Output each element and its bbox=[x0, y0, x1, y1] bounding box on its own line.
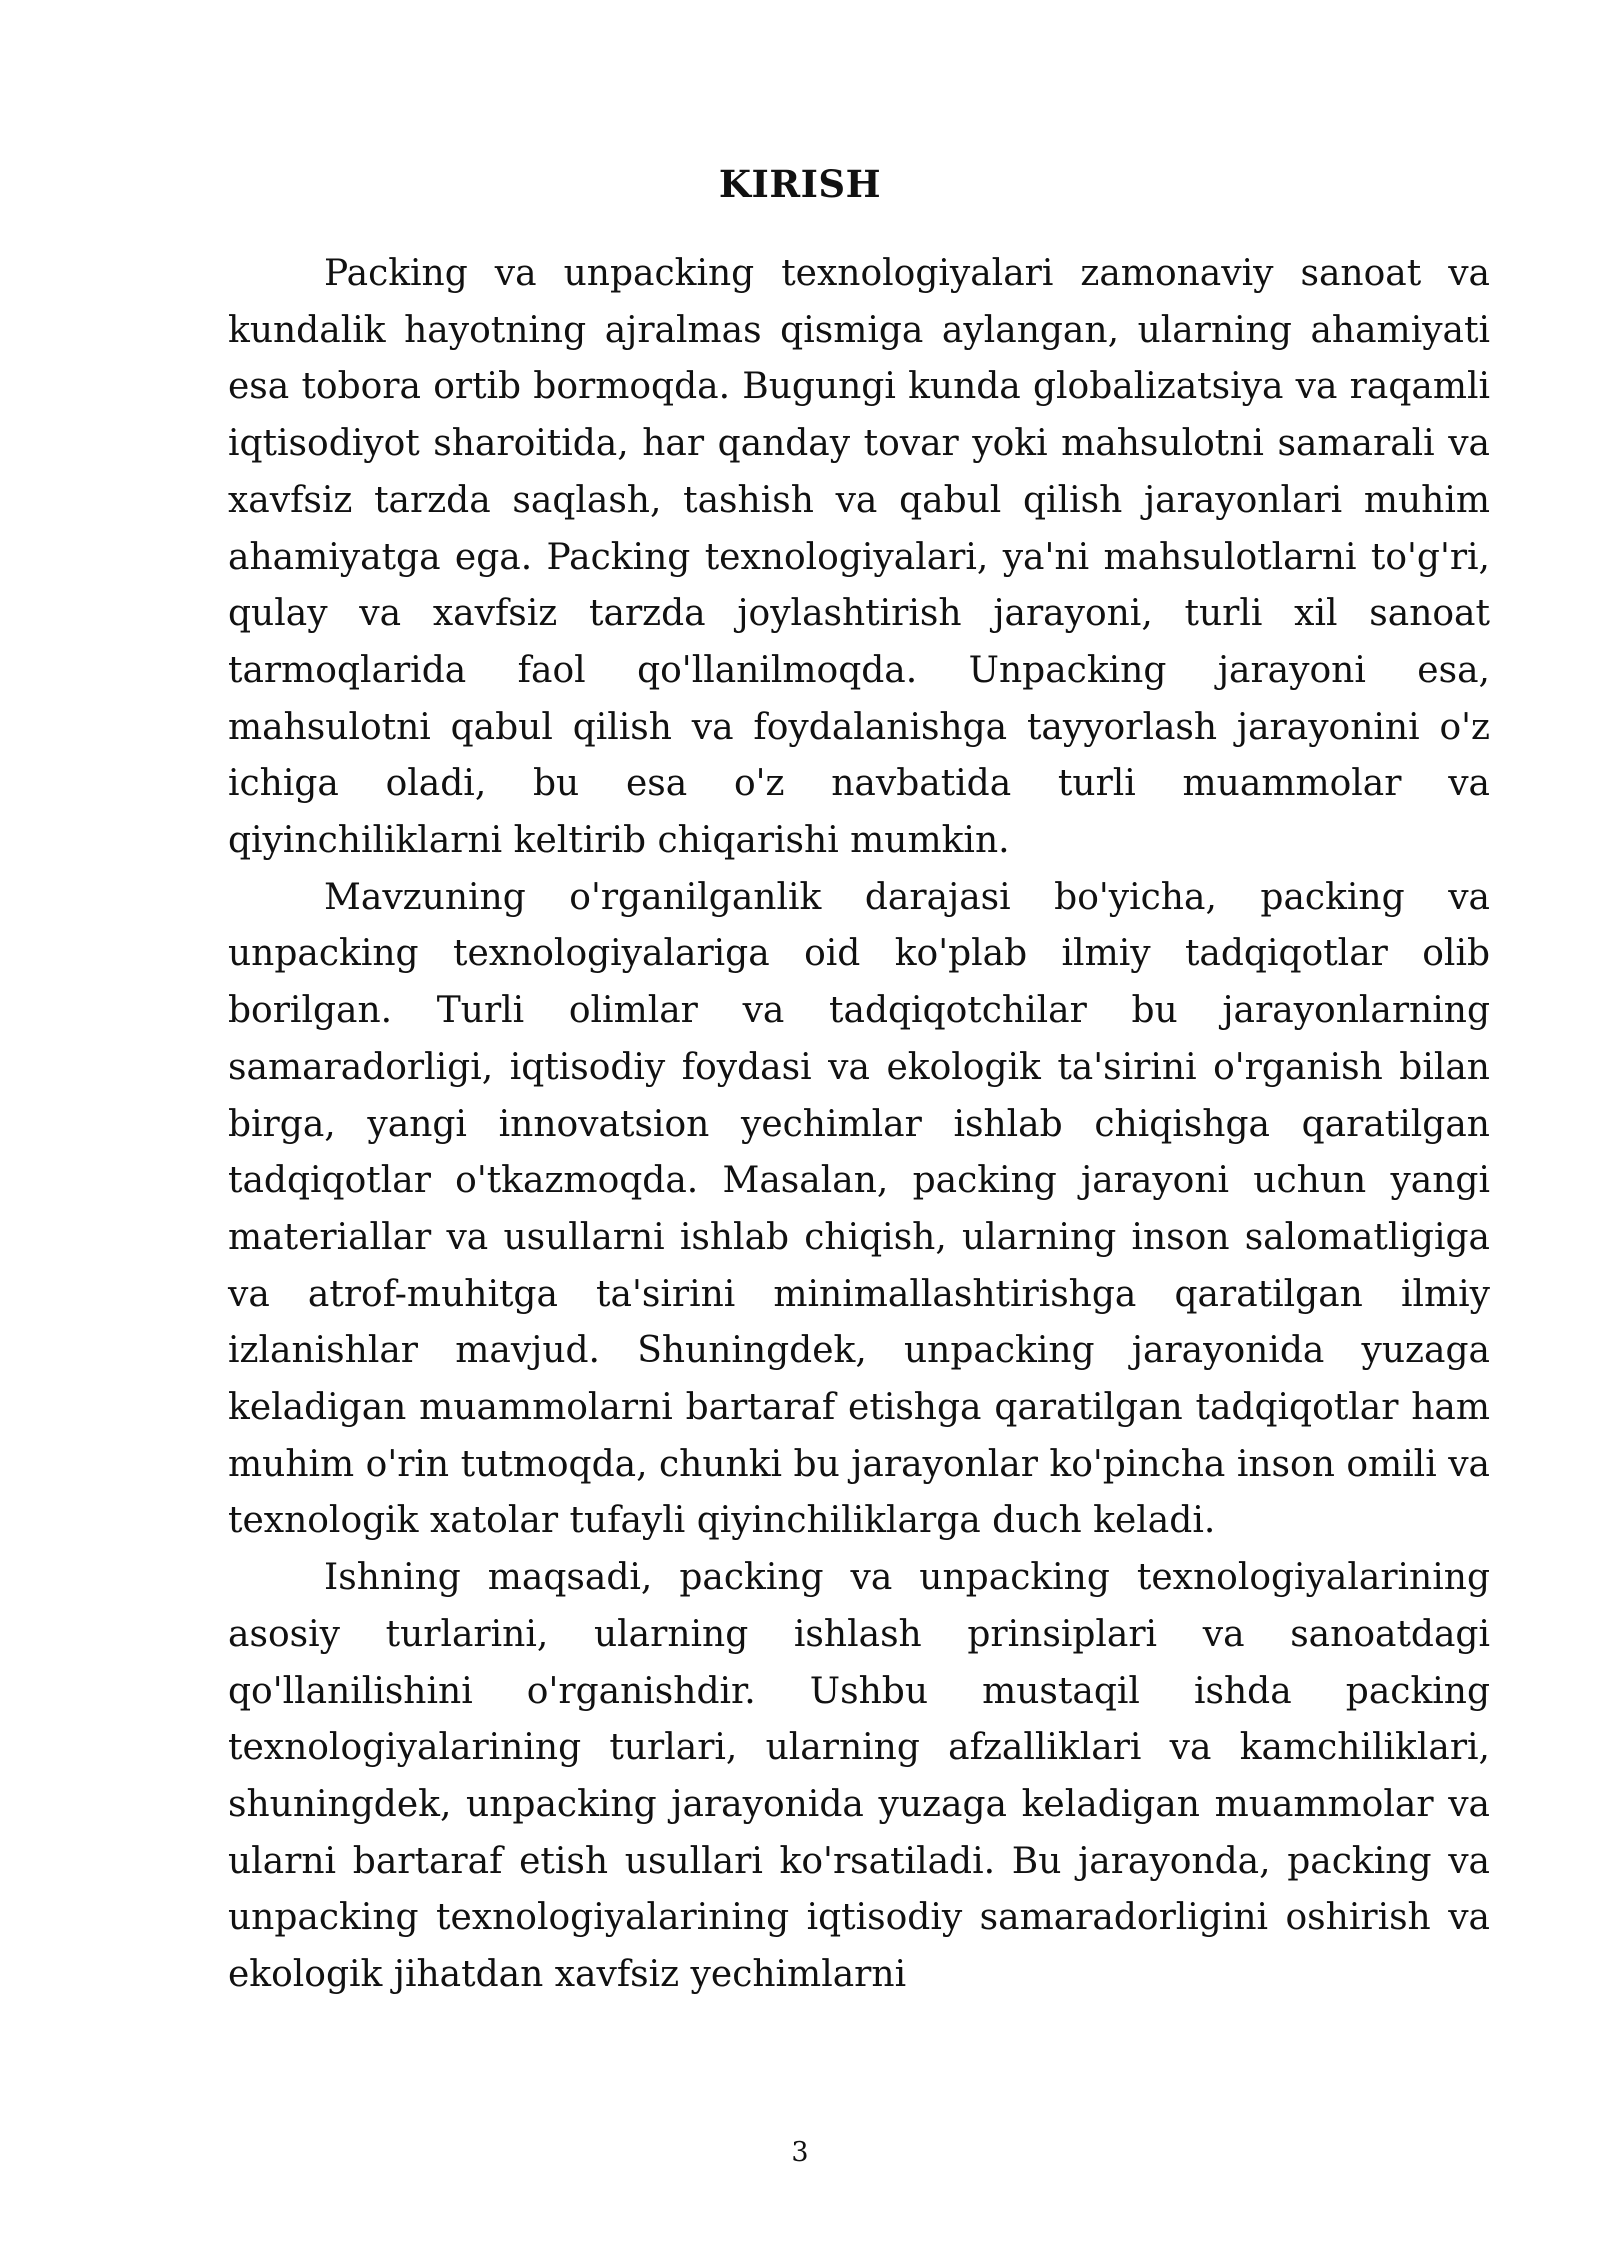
paragraph-work-goal: Ishning maqsadi, packing va unpacking texnologiyalarining asosiy turlarini, ularning ishlash prinsiplari va sanoatdagi qo'llanilishini o'rganishdir. Ushbu mustaqil ishda packing texnologiyalarining turlari, ularning afzalliklari va kamchiliklari, shuningdek, unpacking jarayonida yuzaga keladigan muammolar va ularni bartaraf etish usullari ko'rsatiladi. Bu jarayonda, packing va unpacking texnologiyalarining iqtisodiy samaradorligini oshirish va ekologik jihatdan xavfsiz yechimlarni bbox=[228, 1557, 1490, 1996]
page-title: KIRISH bbox=[718, 162, 882, 206]
page-number: 3 bbox=[791, 2137, 809, 2168]
body-text bbox=[228, 246, 1490, 2004]
paragraph-research-level: Mavzuning o'rganilganlik darajasi bo'yicha, packing va unpacking texnologiyalariga oid ko'plab ilmiy tadqiqotlar olib borilgan. Turli olimlar va tadqiqotchilar bu jarayonlarning samaradorligi, iqtisodiy foydasi va ekologik ta'sirini o'rganish bilan birga, yangi innovatsion yechimlar ishlab chiqishga qaratilgan tadqiqotlar o'tkazmoqda. Masalan, packing jarayoni uchun yangi materiallar va usullarni ishlab chiqish, ularning inson salomatligiga va atrof-muhitga ta'sirini minimallashtirishga qaratilgan ilmiy izlanishlar mavjud. Shuningdek, unpacking jarayonida yuzaga keladigan muammolarni bartaraf etishga qaratilgan tadqiqotlar ham muhim o'rin tutmoqda, chunki bu jarayonlar ko'pincha inson omili va texnologik xatolar tufayli qiyinchiliklarga duch keladi. bbox=[228, 876, 1490, 1542]
paragraph-intro: Packing va unpacking texnologiyalari zamonaviy sanoat va kundalik hayotning ajralmas qismiga aylangan, ularning ahamiyati esa tobora ortib bormoqda. Bugungi kunda globalizatsiya va raqamli iqtisodiyot sharoitida, har qanday tovar yoki mahsulotni samarali va xavfsiz tarzda saqlash, tashish va qabul qilish jarayonlari muhim ahamiyatga ega. Packing texnologiyalari, ya'ni mahsulotlarni to'g'ri, qulay va xavfsiz tarzda joylashtirish jarayoni, turli xil sanoat tarmoqlarida faol qo'llanilmoqda. Unpacking jarayoni esa, mahsulotni qabul qilish va foydalanishga tayyorlash jarayonini o'z ichiga oladi, bu esa o'z navbatida turli muammolar va qiyinchiliklarni keltirib chiqarishi mumkin. bbox=[228, 253, 1490, 862]
